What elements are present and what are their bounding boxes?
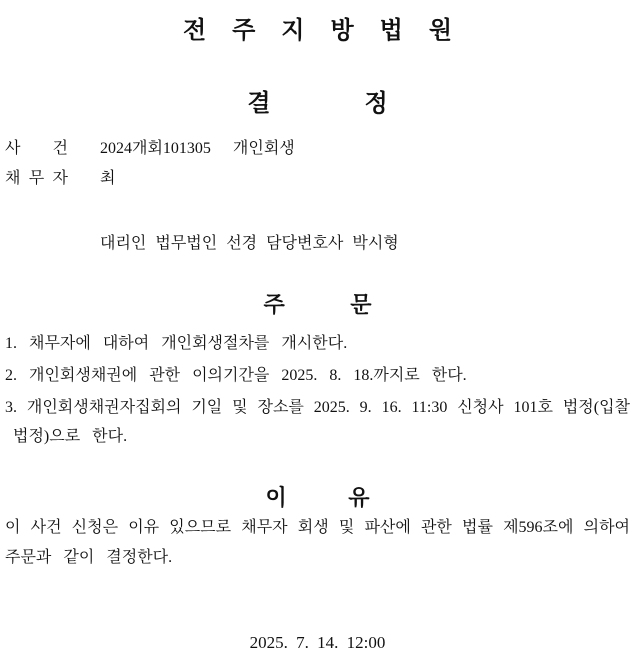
order-item-2: 2. 개인회생채권에 관한 이의기간을 2025. 8. 18.까지로 한다. [5,367,467,384]
debtor-value: 최 [100,170,116,187]
case-number-value: 2024개회101305 개인회생 [100,140,295,157]
reason-line-1: 이 사건 신청은 이유 있으므로 채무자 회생 및 파산에 관한 법률 제596조에 의하여 [5,519,630,536]
reason-paragraph [5,513,630,573]
order-heading: 주 문 [263,292,372,317]
case-info-section [5,134,630,194]
order-item-3-line-2: 법정)으로 한다. [13,428,128,445]
order-item-3-line-1: 3. 개인회생채권자집회의 기일 및 장소를 2025. 9. 16. 11:30 신청사 101호 법정(입찰 [5,399,630,416]
court-name-title: 전 주 지 방 법 원 [182,18,453,44]
debtor-row [5,164,630,194]
case-number-label: 사 건 [5,140,68,157]
debtor-label: 채 무 자 [5,170,68,187]
decision-datetime: 2025. 7. 14. 12:00 [249,633,386,652]
reason-line-2: 주문과 같이 결정한다. [5,549,173,566]
order-list [5,329,630,451]
document-type-heading: 결 정 [247,91,388,117]
reason-heading: 이 유 [265,485,370,510]
case-number-row [5,134,630,164]
order-item-1: 1. 채무자에 대하여 개인회생절차를 개시한다. [5,335,348,352]
order-item-3 [5,393,630,451]
representative-line: 대리인 법무법인 선경 담당변호사 박시형 [100,235,399,252]
